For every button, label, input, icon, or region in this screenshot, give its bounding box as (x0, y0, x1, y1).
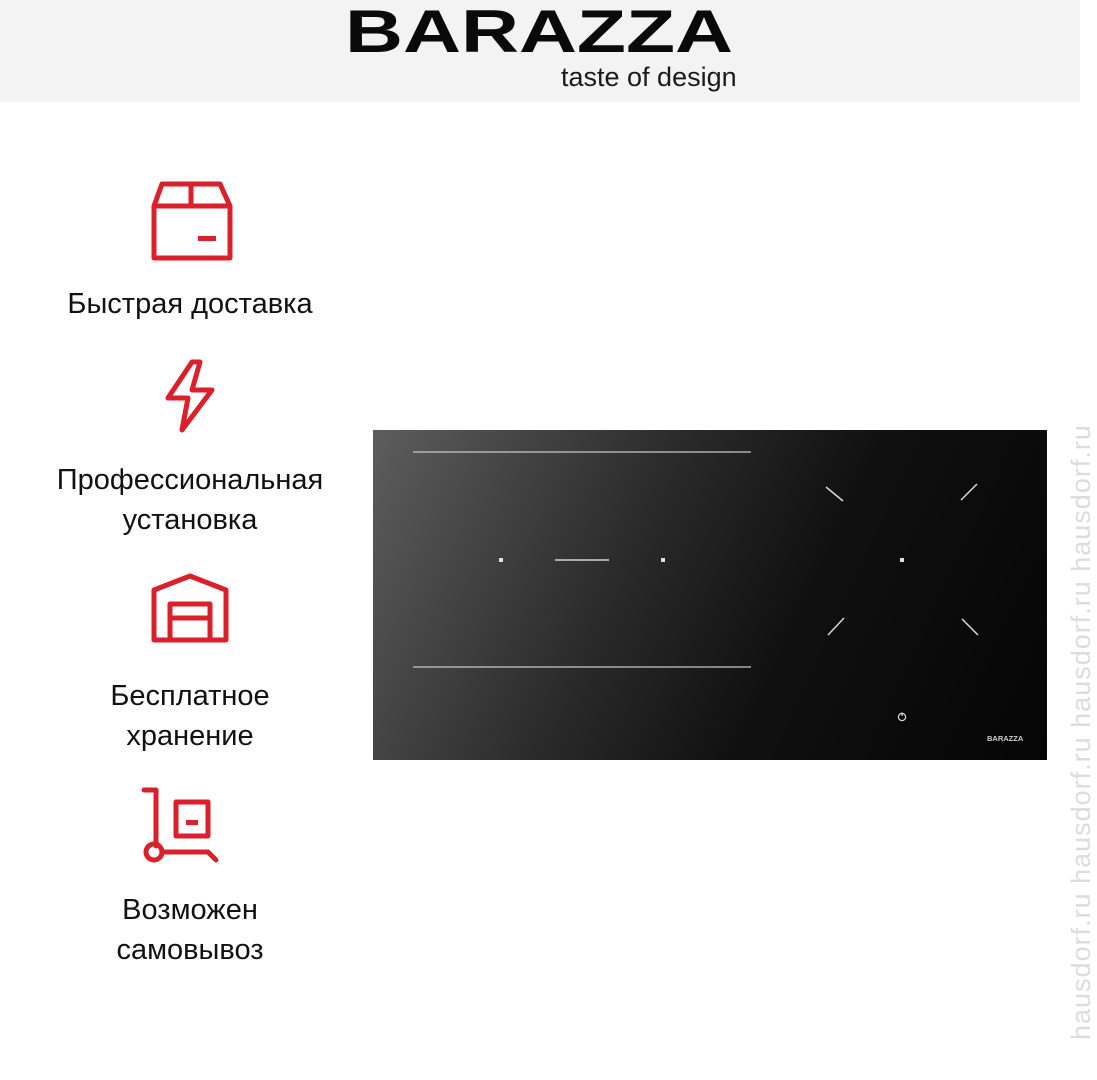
hob-brand-mark: BARAZZA (987, 734, 1024, 743)
zone-dot-right (661, 558, 665, 562)
zone-corner-tl (826, 487, 843, 501)
brand-logo (343, 0, 735, 65)
lightning-icon (160, 358, 220, 434)
induction-hob-image (373, 430, 1047, 760)
feature-label-delivery: Быстрая доставка (67, 288, 313, 320)
warehouse-icon (150, 572, 230, 644)
hand-truck-icon (140, 786, 222, 866)
zone-dot-left (499, 558, 503, 562)
zone-corner-tr (961, 484, 977, 500)
zone-corner-br (962, 619, 978, 635)
zone-dot-center (900, 558, 904, 562)
watermark: hausdorf.ru hausdorf.ru hausdorf.ru hausdorf.ru (1066, 424, 1096, 1040)
zone-corner-bl (828, 618, 844, 635)
brand-name: BARAZZA (345, 0, 733, 65)
hob-markings (373, 430, 1047, 760)
feature-label-pickup: Возможен самовывоз (116, 894, 264, 966)
feature-label-installation: Профессиональная установка (56, 464, 324, 536)
header (0, 0, 1080, 102)
brand-tagline: taste of design (561, 62, 737, 92)
box-icon (148, 178, 234, 264)
power-icon[interactable] (898, 713, 905, 721)
feature-label-storage: Бесплатное хранение (110, 680, 270, 752)
